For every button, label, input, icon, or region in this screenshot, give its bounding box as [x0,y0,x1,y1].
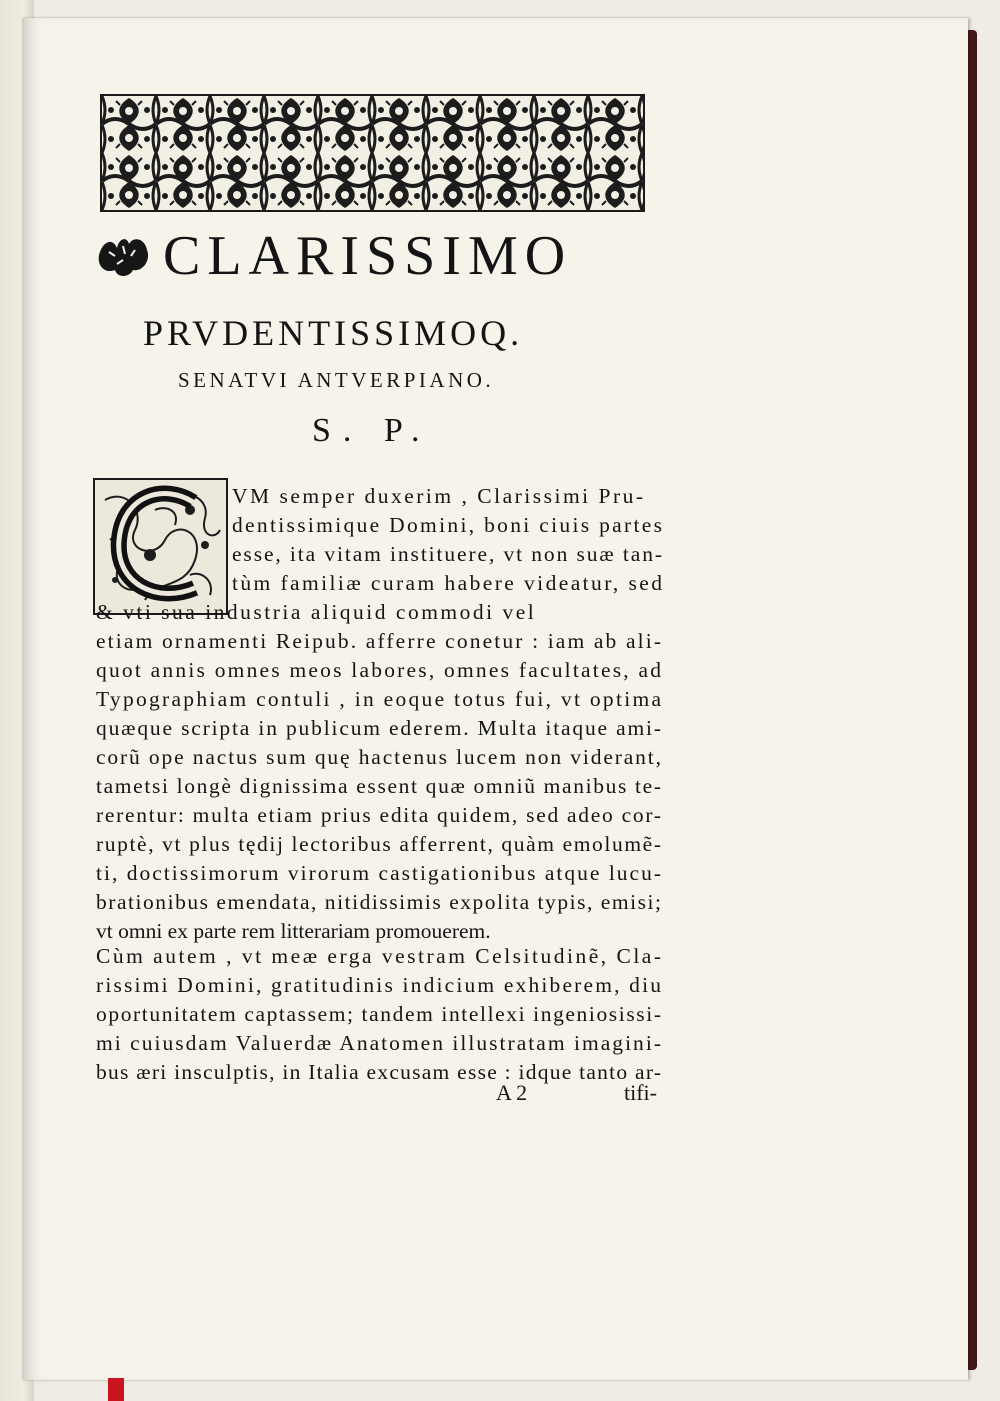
text-line: rerentur: multa etiam prius edita quidem, sed adeo cor- [96,803,663,827]
text-line: quæque scripta in publicum ederem. Multa itaque ami- [96,716,663,740]
text-line: VM semper duxerim , Clarissimi Pru- [232,484,646,508]
text-line: Cùm autem , vt meæ erga vestram Celsitudinẽ, Cla- [96,944,664,968]
text-line-5 [96,598,661,627]
text-line: tùm familiæ curam habere videatur, sed [232,571,665,595]
text-line: brationibus emendata, nitidissimis expolita typis, emisi; [96,890,663,914]
text-line: corũ ope nactus sum quę hactenus lucem non viderant, [96,745,663,769]
heading-sp: S. P. [312,412,432,449]
text-line: Typographiam contuli , in eoque totus fui, vt optima [96,687,664,711]
text-line: ruptè, vt plus tędij lectoribus afferrent, quàm emolumẽ- [96,832,663,856]
signature-mark: A 2 [496,1080,528,1105]
ribbon-bookmark [108,1378,124,1401]
text-line: etiam ornamenti Reipub. afferre conetur : iam ab ali- [96,629,664,653]
historiated-initial-c [93,478,228,615]
fleuron-ornament-icon [95,230,153,280]
text-line: esse, ita vitam instituere, vt non suæ tan- [232,542,664,566]
text-line: dentissimique Domini, boni ciuis partes [232,513,665,537]
text-line: quot annis omnes meos labores, omnes facultates, ad [96,658,664,682]
paragraph-1-continuation [96,627,664,946]
catchword: tifi- [624,1080,657,1105]
text-line: bus æri insculptis, in Italia excusam esse : idque tanto ar- [96,1060,663,1084]
text-line: tametsi longè dignissima essent quæ omniũ manibus te- [96,774,663,798]
text-line: ti, doctissimorum virorum castigationibus atque lucu- [96,861,663,885]
text-line: rissimi Domini, gratitudinis indicium exhiberem, diu [96,973,664,997]
page-footer [0,1080,665,1110]
text-line: oportunitatem captassem; tandem intellexi ingeniosissi- [96,1002,663,1026]
paragraph-2 [96,942,664,1087]
heading-senatui: SENATVI ANTVERPIANO. [178,368,495,392]
heading-prudentissimoq: PRVDENTISSIMOQ. [143,313,524,353]
text-line: mi cuiusdam Valuerdæ Anatomen illustratam imagini- [96,1031,664,1055]
text-line: & vti sua industria aliquid commodi vel [96,600,537,624]
dropcap-text-block [232,482,665,598]
ornamental-headpiece [100,94,645,212]
heading-clarissimo: CLARISSIMO [95,224,665,304]
text-line: vt omni ex parte rem litterariam promouerem. [96,919,491,943]
